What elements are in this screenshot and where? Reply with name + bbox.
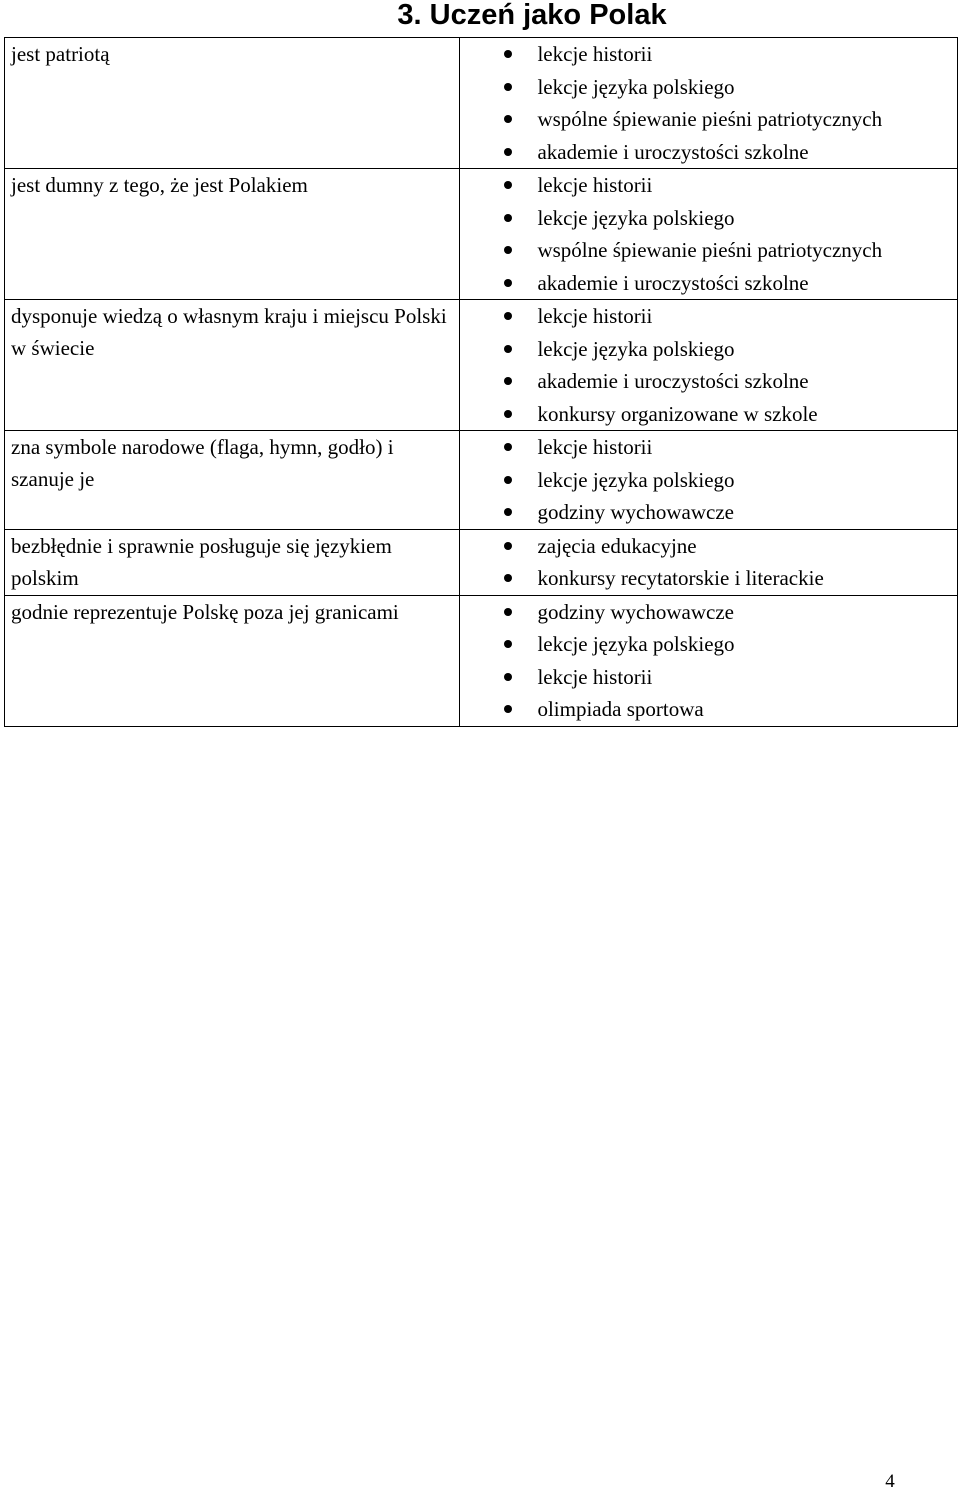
list-item bbox=[460, 562, 957, 595]
list-item-text: lekcje języka polskiego bbox=[537, 205, 735, 230]
list-item-text: konkursy recytatorskie i literackie bbox=[537, 566, 824, 590]
ways-list bbox=[460, 38, 957, 168]
trait-cell bbox=[5, 431, 460, 530]
list-item bbox=[460, 431, 957, 464]
table-row bbox=[5, 169, 958, 300]
bullet-icon bbox=[504, 410, 512, 418]
traits-table-body bbox=[5, 38, 958, 727]
ways-list bbox=[460, 431, 957, 529]
list-item bbox=[460, 71, 957, 104]
bullet-icon bbox=[504, 508, 512, 516]
bullet-icon bbox=[504, 640, 512, 648]
list-item-text: konkursy organizowane w szkole bbox=[537, 401, 818, 426]
list-item-text: zajęcia edukacyjne bbox=[537, 533, 697, 558]
list-item-text: lekcje języka polskiego bbox=[537, 632, 735, 656]
list-item bbox=[460, 202, 957, 235]
trait-text: jest dumny z tego, że jest Polakiem bbox=[11, 173, 308, 197]
trait-cell bbox=[5, 529, 460, 595]
list-item-text: wspólne śpiewanie pieśni patriotycznych bbox=[537, 107, 883, 131]
bullet-icon bbox=[504, 574, 512, 582]
list-item bbox=[460, 103, 957, 136]
list-item-text: akademie i uroczystości szkolne bbox=[537, 270, 809, 295]
table-row bbox=[5, 529, 958, 595]
table-row bbox=[5, 38, 958, 169]
list-item bbox=[460, 530, 957, 563]
list-item-text: lekcje języka polskiego bbox=[537, 336, 735, 361]
list-item-text: lekcje historii bbox=[537, 435, 653, 459]
bullet-icon bbox=[504, 542, 512, 550]
trait-cell bbox=[5, 38, 460, 169]
list-item-text: akademie i uroczystości szkolne bbox=[537, 139, 809, 164]
list-item bbox=[460, 267, 957, 300]
ways-cell bbox=[460, 169, 958, 300]
table-row bbox=[5, 431, 958, 530]
list-item bbox=[460, 38, 957, 71]
list-item-text: lekcje historii bbox=[537, 664, 653, 689]
table-row bbox=[5, 595, 958, 726]
section-title: 3. Uczeń jako Polak bbox=[397, 0, 667, 31]
list-item bbox=[460, 136, 957, 169]
bullet-icon bbox=[504, 83, 512, 91]
bullet-icon bbox=[504, 50, 512, 58]
list-item bbox=[460, 693, 957, 726]
ways-cell bbox=[460, 431, 958, 530]
list-item bbox=[460, 464, 957, 497]
trait-cell bbox=[5, 300, 460, 431]
trait-cell bbox=[5, 169, 460, 300]
list-item bbox=[460, 365, 957, 398]
ways-list bbox=[460, 169, 957, 299]
bullet-icon bbox=[504, 181, 512, 189]
list-item bbox=[460, 596, 957, 629]
list-item bbox=[460, 661, 957, 694]
ways-cell bbox=[460, 595, 958, 726]
list-item-text: lekcje języka polskiego bbox=[537, 467, 735, 492]
bullet-icon bbox=[504, 312, 512, 320]
bullet-icon bbox=[504, 246, 512, 254]
list-item bbox=[460, 333, 957, 366]
list-item bbox=[460, 300, 957, 333]
list-item bbox=[460, 398, 957, 431]
bullet-icon bbox=[504, 443, 512, 451]
bullet-icon bbox=[504, 148, 512, 156]
list-item bbox=[460, 234, 957, 267]
list-item bbox=[460, 169, 957, 202]
page-number: 4 bbox=[885, 1471, 895, 1492]
bullet-icon bbox=[504, 377, 512, 385]
list-item bbox=[460, 628, 957, 661]
trait-text: godnie reprezentuje Polskę poza jej granicami bbox=[11, 599, 399, 624]
bullet-icon bbox=[504, 705, 512, 713]
list-item-text: lekcje historii bbox=[537, 304, 653, 328]
ways-cell bbox=[460, 529, 958, 595]
trait-text: dysponuje wiedzą o własnym kraju i miejscu Polski w świecie bbox=[11, 304, 447, 360]
list-item bbox=[460, 496, 957, 529]
trait-cell bbox=[5, 595, 460, 726]
list-item-text: akademie i uroczystości szkolne bbox=[537, 369, 809, 393]
ways-list bbox=[460, 596, 957, 726]
bullet-icon bbox=[504, 345, 512, 353]
ways-cell bbox=[460, 38, 958, 169]
bullet-icon bbox=[504, 673, 512, 681]
traits-table bbox=[4, 37, 958, 727]
list-item-text: olimpiada sportowa bbox=[537, 697, 704, 721]
bullet-icon bbox=[504, 279, 512, 287]
list-item-text: godziny wychowawcze bbox=[537, 599, 734, 624]
bullet-icon bbox=[504, 476, 512, 484]
bullet-icon bbox=[504, 608, 512, 616]
list-item-text: lekcje języka polskiego bbox=[537, 74, 735, 99]
trait-text: zna symbole narodowe (flaga, hymn, godło) i szanuje je bbox=[11, 435, 394, 491]
table-row bbox=[5, 300, 958, 431]
ways-cell bbox=[460, 300, 958, 431]
bullet-icon bbox=[504, 214, 512, 222]
bullet-icon bbox=[504, 115, 512, 123]
trait-text: bezbłędnie i sprawnie posługuje się językiem polskim bbox=[11, 533, 392, 590]
ways-list bbox=[460, 530, 957, 595]
list-item-text: godziny wychowawcze bbox=[537, 500, 734, 524]
ways-list bbox=[460, 300, 957, 430]
list-item-text: lekcje historii bbox=[537, 42, 653, 66]
list-item-text: wspólne śpiewanie pieśni patriotycznych bbox=[537, 238, 883, 262]
list-item-text: lekcje historii bbox=[537, 173, 653, 197]
trait-text: jest patriotą bbox=[11, 42, 110, 66]
